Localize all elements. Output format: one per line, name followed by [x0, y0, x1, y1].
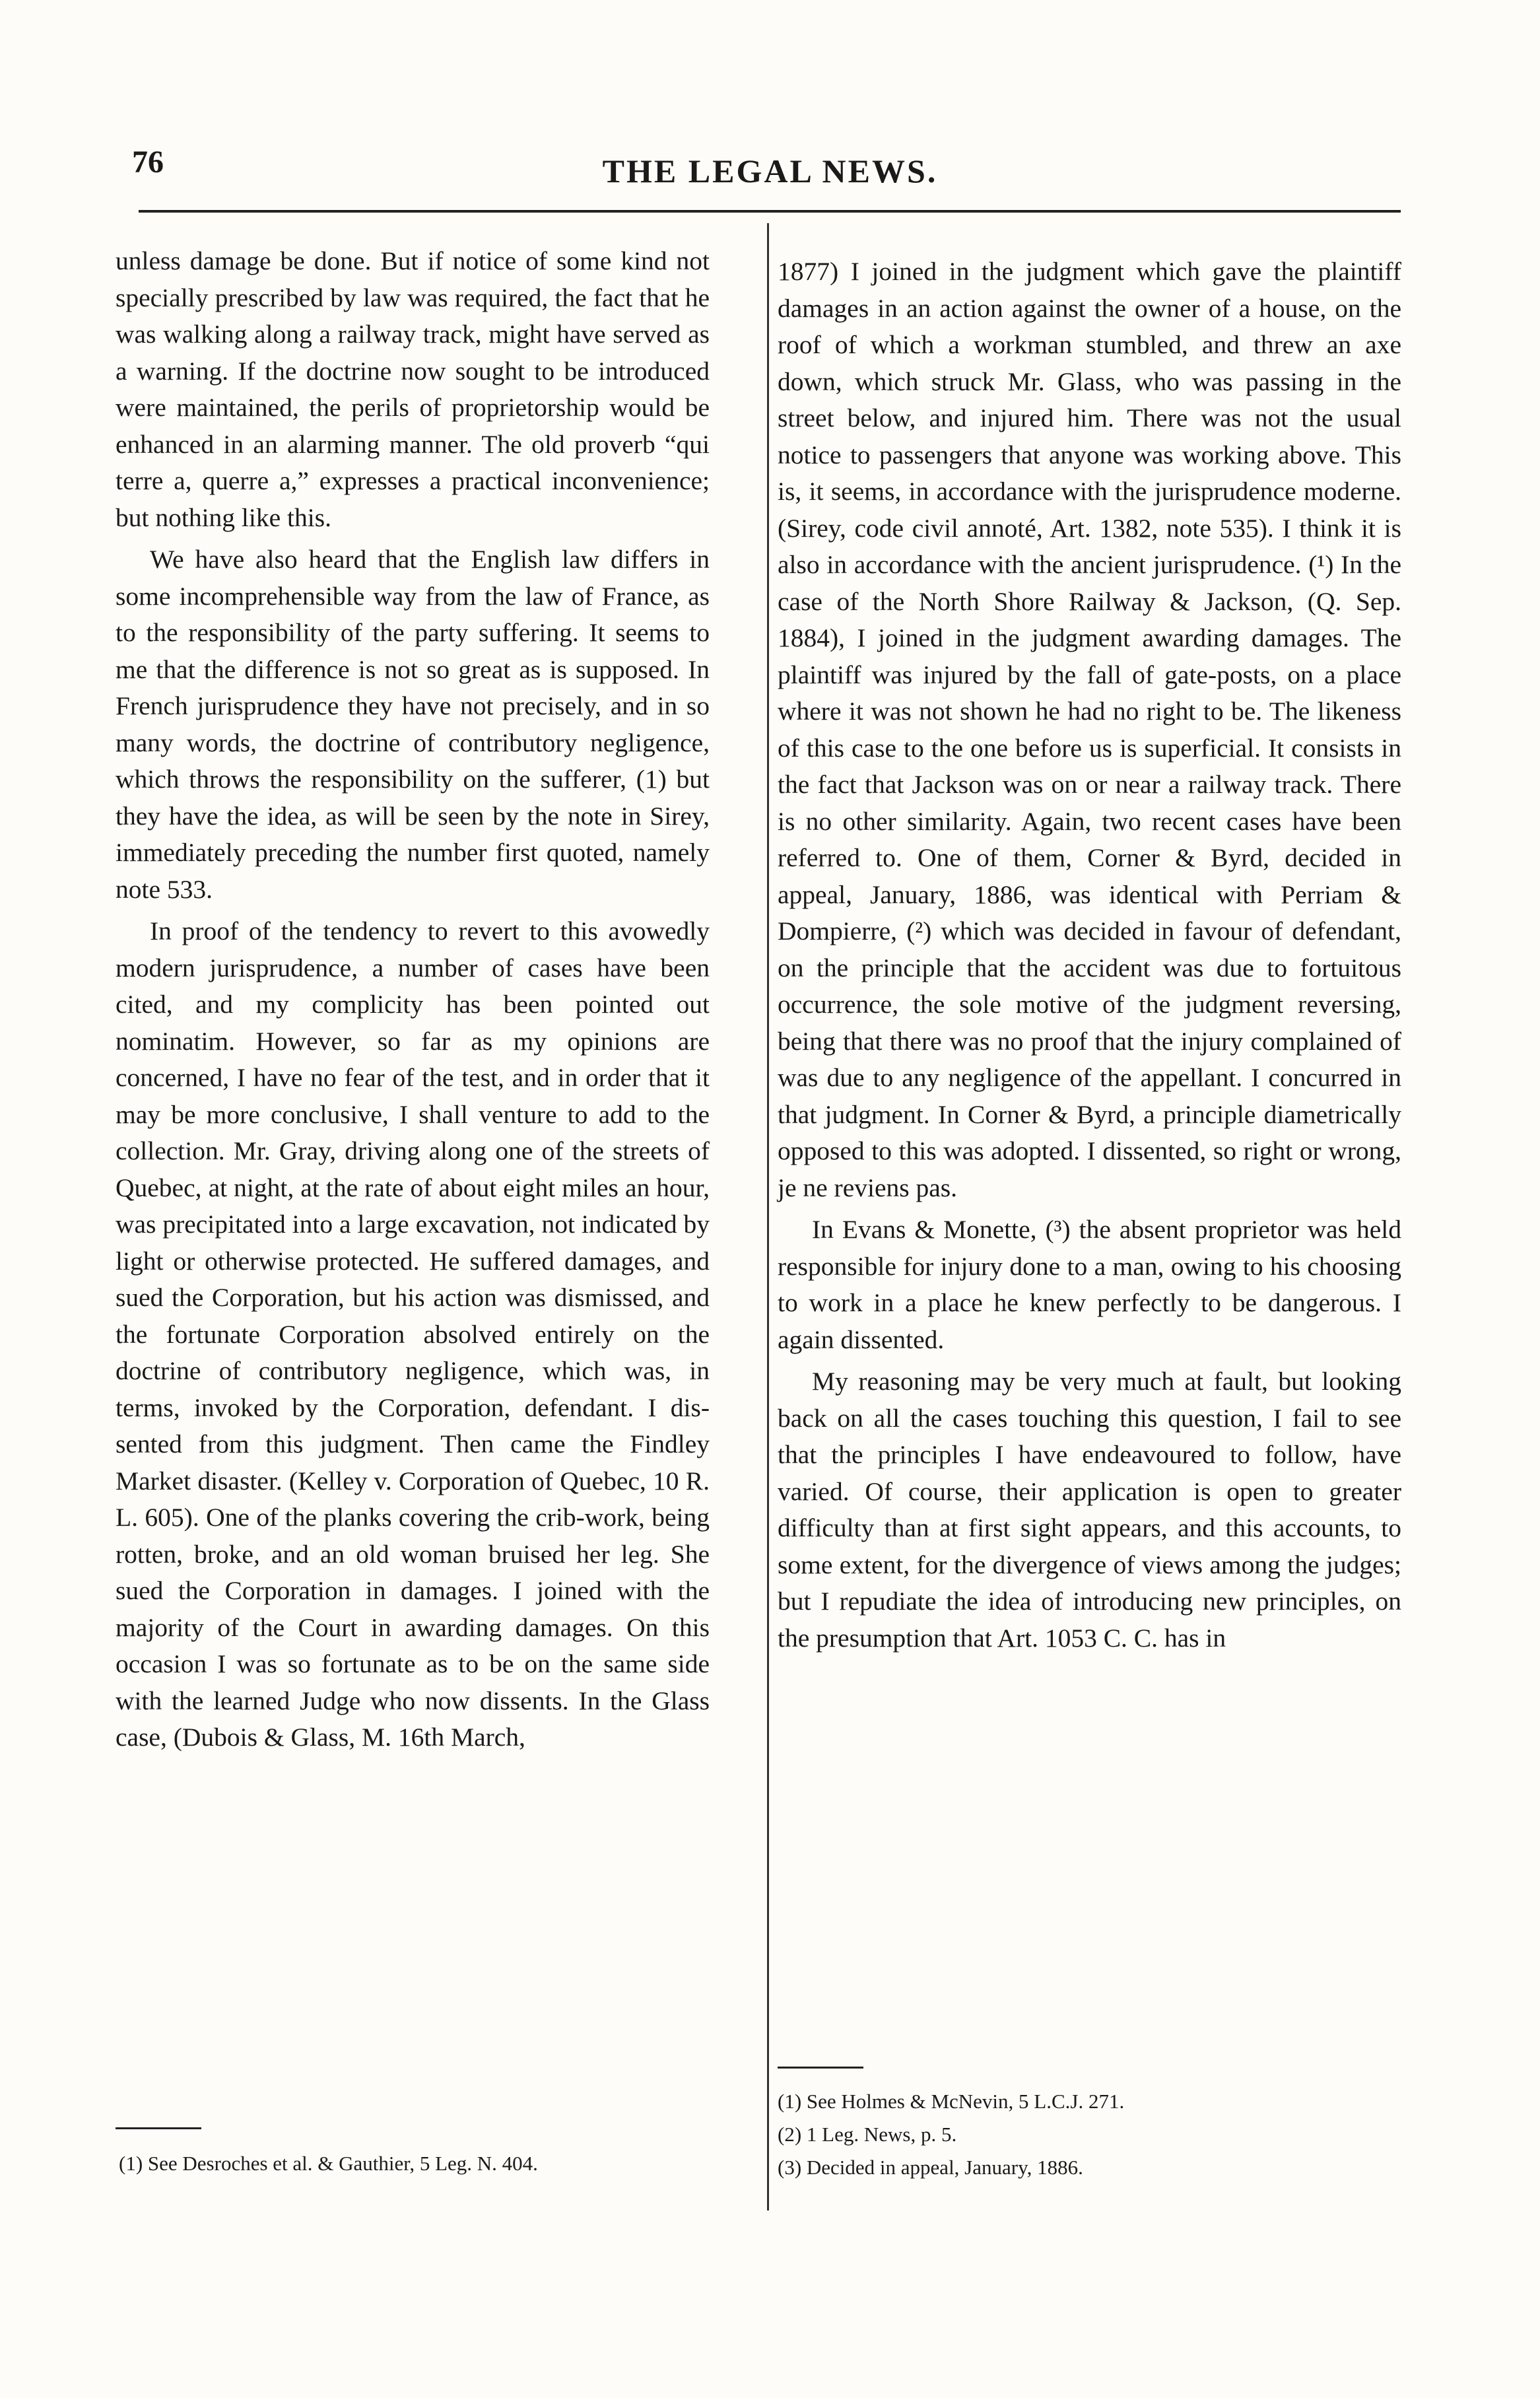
paragraph: 1877) I joined in the judgment which gave the plaintiff damages in an action against the owner of a house, on the roof of which a workman stumbled, and threw an axe down, which struck Mr. Glass, who was passing in the street below, and injured him. There was not the usual notice to passengers that anyone was working above. This is, it seems, in accordance with the jurisprudence moderne. (Sirey, code civil annoté, Art. 1382, note 535). I think it is also in accordance with the ancient jurisprudence. (¹) In the case of the North Shore Railway & Jackson, (Q. Sep. 1884), I joined in the judgment awarding damages. The plaintiff was injured by the fall of gate-posts, on a place where it was not shown he had no right to be. The likeness of this case to the one before us is superficial. It consists in the fact that Jackson was on or near a railway track. There is no other similarity. Again, two recent cases have been referred to. One of them, Corner & Byrd, decided in appeal, January, 1886, was identical with Perriam & Dompierre, (²) which was decided in favour of defendant, on the principle that the accident was due to fortuitous occurrence, the sole motive of the judgment reversing, being that there was no proof that the injury complained of was due to any negligence of the appellant. I concurred in that judgment. In Corner & Byrd, a principle diametrically opposed to this was adopted. I dissented, so right or wrong, je ne reviens pas. [778, 257, 1401, 1202]
paragraph: In Evans & Monette, (³) the absent proprietor was held responsible for injury done to a man, owing to his choosing to work in a place he knew perfectly to be dangerous. I again dissented. [778, 1215, 1401, 1354]
footnote: (1) See Desroches et al. & Gauthier, 5 Leg. N. 404. [119, 2152, 538, 2175]
right-column [778, 254, 1401, 1657]
paragraph: We have also heard that the English law differs in some incomprehensible way from the law of France, as to the responsibility of the party suffering. It seems to me that the difference is not so great as is supposed. In French jurisprudence they have not precisely, and in so many words, the doctrine of contributory negligence, which throws the responsibility on the sufferer, (1) but they have the idea, as will be seen by the note in Sirey, immediately preceding the number first quoted, namely note 533. [116, 545, 710, 904]
footnote-rule-right [778, 2067, 863, 2069]
footnote: (1) See Holmes & McNevin, 5 L.C.J. 271. [778, 2090, 1125, 2113]
running-title: THE LEGAL NEWS. [602, 153, 938, 189]
page-number: 76 [132, 145, 164, 180]
footnote: (3) Decided in appeal, January, 1886. [778, 2156, 1083, 2179]
footnote-rule-left [116, 2127, 201, 2129]
paragraph: unless damage be done. But if notice of some kind not specially prescribed by law was required, the fact that he was walking along a railway track, might have served as a warning. If the doctrine now sought to be introduced were maintained, the perils of proprietorship would be enhanced in an alarming manner. The old proverb “qui terre a, querre a,” expresses a practical inconvenience; but nothing like this. [116, 246, 710, 532]
header-rule [139, 210, 1401, 213]
left-column [116, 243, 710, 1756]
footnotes-right [778, 2085, 1372, 2184]
paragraph: My reasoning may be very much at fault, but looking back on all the cases touching this question, I fail to see that the principles I have endeavoured to follow, have varied. Of course, their application is open to greater difficulty than at first sight appears, and this accounts, to some extent, for the divergence of views among the judges; but I repudiate the idea of introducing new principles, on the presumption that Art. 1053 C. C. has in [778, 1367, 1401, 1653]
footnote: (2) 1 Leg. News, p. 5. [778, 2123, 957, 2146]
footnotes-left [119, 2147, 713, 2180]
paragraph: In proof of the tendency to revert to this avowedly modern jurisprudence, a number of cases have been cited, and my complicity has been pointed out nominatim. However, so far as my opinions are concerned, I have no fear of the test, and in order that it may be more conclusive, I shall venture to add to the collection. Mr. Gray, driving along one of the streets of Quebec, at night, at the rate of about eight miles an hour, was precipitated into a large excavation, not indicated by light or otherwise protected. He suffered damages, and sued the Corporation, but his action was dismissed, and the fortunate Corporation absolved entirely on the doctrine of contributory negligence, which was, in terms, invoked by the Corporation, defendant. I dissented from this judgment. Then came the Findley Market disaster. (Kelley v. Corporation of Quebec, 10 R. L. 605). One of the planks covering the crib-work, being rotten, broke, and an old woman bruised her leg. She sued the Corporation in damages. I joined with the majority of the Court in awarding damages. On this occasion I was so fortunate as to be on the same side with the learned Judge who now dissents. In the Glass case, (Dubois & Glass, M. 16th March, [116, 916, 710, 1752]
column-divider [767, 223, 769, 2210]
